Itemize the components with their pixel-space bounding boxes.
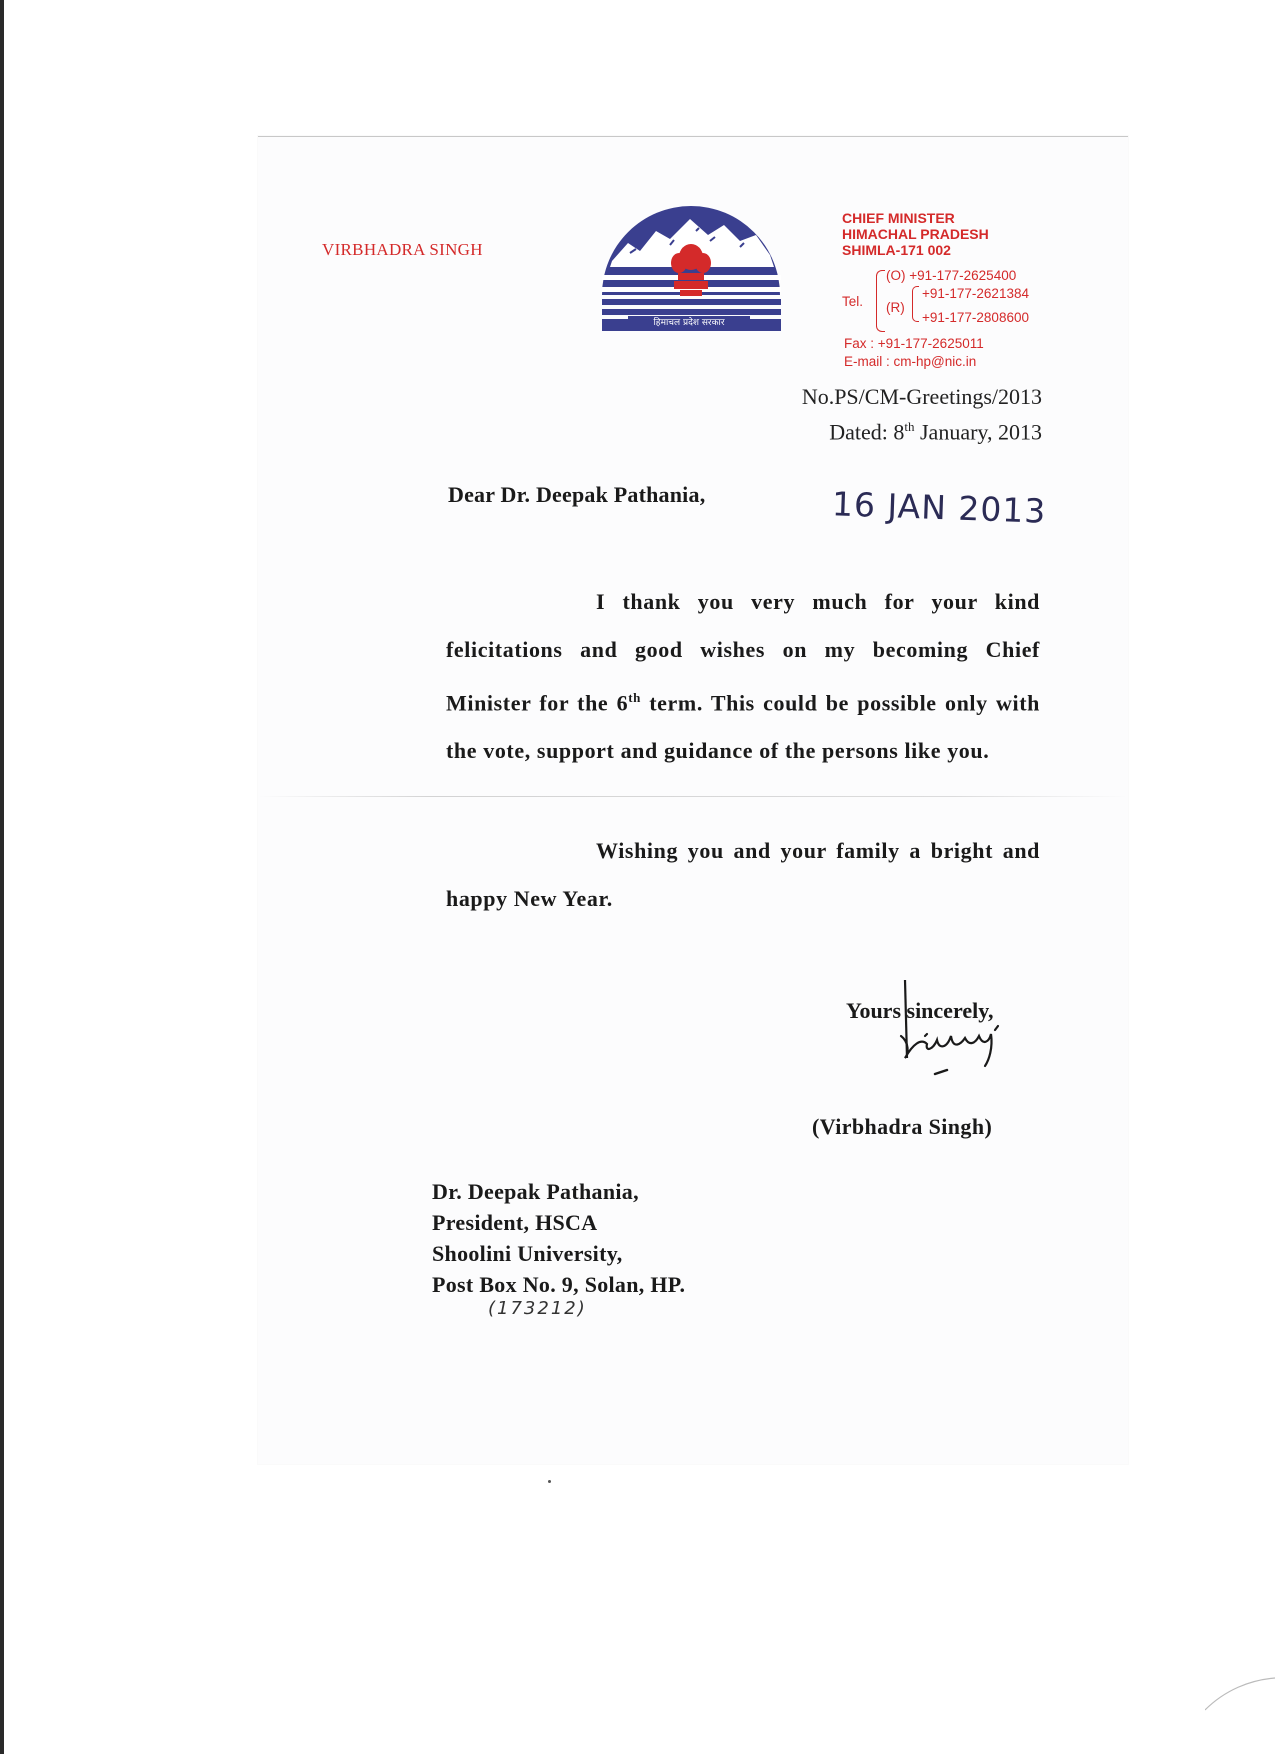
paper-fold (258, 796, 1128, 797)
letter-sheet (258, 136, 1128, 1464)
residence-phone-1: +91-177-2621384 (922, 286, 1029, 301)
recipient-line: Shoolini University, (432, 1241, 623, 1266)
paper-corner-curl (1205, 1640, 1275, 1730)
received-date-stamp: 16 JAN 2013 (831, 484, 1047, 531)
reference-block (802, 382, 1042, 447)
sender-name: VIRBHADRA SINGH (322, 240, 483, 259)
recipient-line: Dr. Deepak Pathania, (432, 1179, 639, 1204)
reference-number: No.PS/CM-Greetings/2013 (801, 384, 1042, 409)
recipient-address (432, 1176, 685, 1300)
emblem-caption: हिमाचल प्रदेश सरकार (628, 316, 750, 330)
office-phone: (O) +91-177-2625400 (886, 268, 1017, 283)
tel-label: Tel. (842, 294, 864, 309)
body-paragraph-1: I thank you very much for your kind felicitations and good wishes on my becoming Chief Minister for the 6th term. This could be possible only with the vote, support and guidance of the persons like you. (446, 589, 1040, 764)
office-state: HIMACHAL PRADESH (842, 226, 989, 242)
himachal-emblem-icon (600, 195, 783, 333)
brace-decoration (876, 270, 885, 332)
recipient-line: Post Box No. 9, Solan, HP. (432, 1272, 686, 1297)
recipient-line: President, HSCA (432, 1210, 598, 1235)
salutation: Dear Dr. Deepak Pathania, (448, 482, 706, 507)
closing: Yours sincerely, (846, 998, 994, 1023)
signer-name: (Virbhadra Singh) (812, 1114, 993, 1139)
email-address: E-mail : cm-hp@nic.in (844, 354, 977, 369)
residence-label: (R) (886, 300, 905, 315)
scan-border (0, 0, 4, 1754)
office-address (842, 210, 989, 258)
residence-phone-2: +91-177-2808600 (922, 310, 1029, 325)
office-title: CHIEF MINISTER (842, 210, 955, 226)
handwritten-pin-code: (173212) (488, 1298, 587, 1319)
dust-speck (548, 1480, 551, 1483)
office-city: SHIMLA-171 002 (842, 242, 951, 258)
handwritten-signature (895, 978, 1025, 1078)
body-paragraph-2: Wishing you and your family a bright and happy New Year. (446, 838, 1040, 911)
fax-number: Fax : +91-177-2625011 (844, 336, 984, 351)
brace-decoration (912, 286, 919, 322)
letter-date: Dated: 8th January, 2013 (829, 419, 1042, 445)
